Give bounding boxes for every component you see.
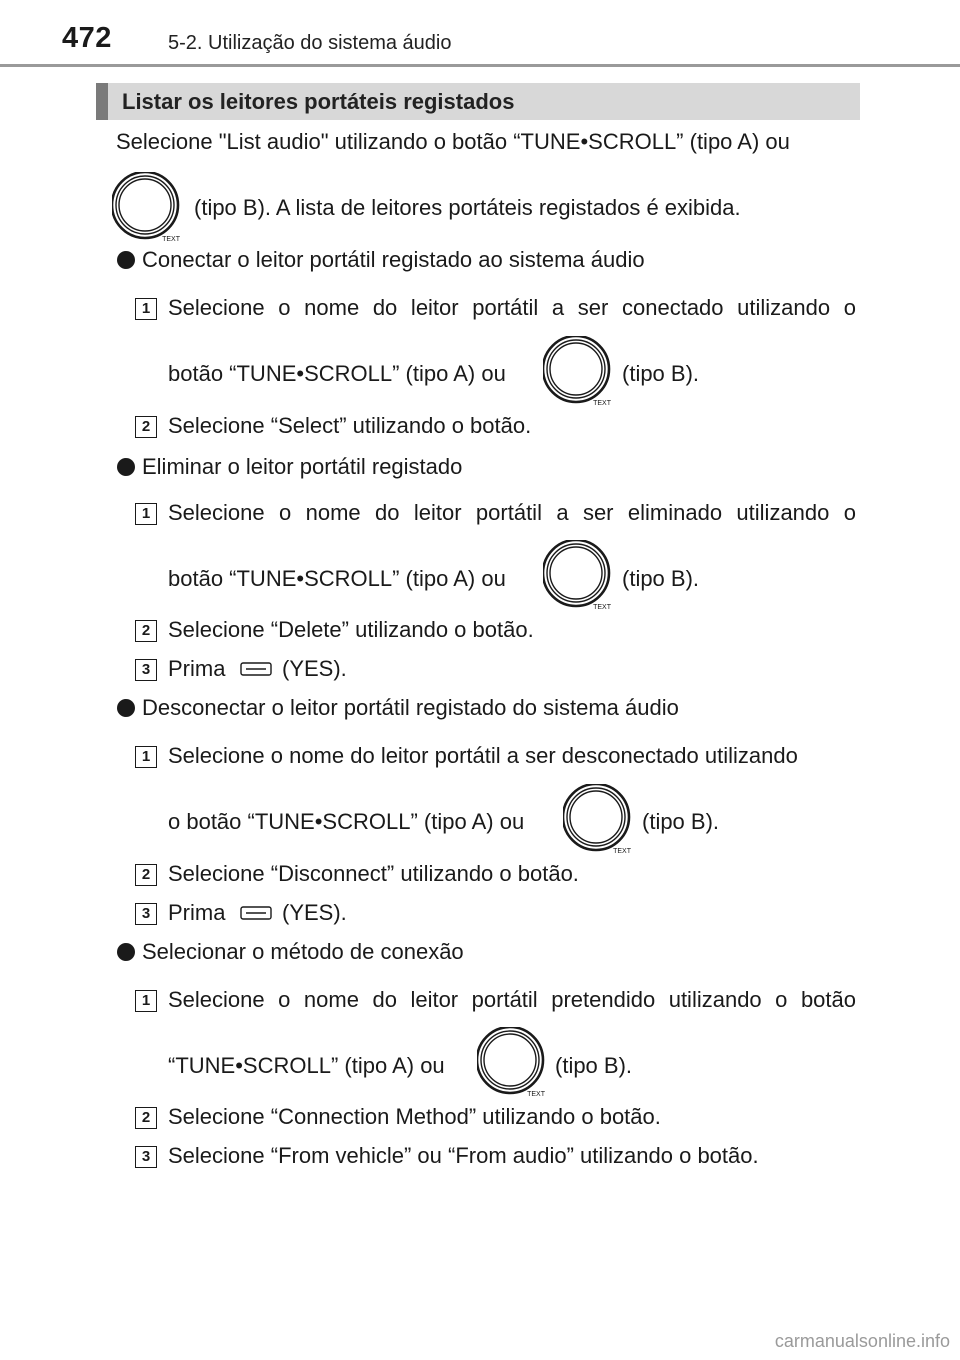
step-text: “TUNE•SCROLL” (tipo A) ou — [168, 1053, 445, 1078]
step-number: 3 — [135, 659, 157, 681]
tune-knob-icon — [477, 1027, 547, 1097]
watermark: carmanualsonline.info — [774, 1331, 950, 1351]
group-heading-connect: Conectar o leitor portátil registado ao sistema áudio — [142, 247, 645, 272]
step-number: 1 — [135, 990, 157, 1012]
step-number: 2 — [135, 1107, 157, 1129]
step-text: Selecione o nome do leitor portátil a ser eliminado utilizando o — [168, 500, 856, 525]
step-text: (tipo B). — [555, 1053, 633, 1078]
tune-knob-icon — [543, 540, 613, 610]
step-text: botão “TUNE•SCROLL” (tipo A) ou — [168, 361, 506, 386]
step-text: Prima — [168, 900, 226, 925]
step-text: Selecione o nome do leitor portátil pretendido utilizando o botão — [168, 987, 856, 1012]
bullet-icon — [117, 251, 135, 269]
step-number: 3 — [135, 1146, 157, 1168]
step-text: Prima — [168, 656, 226, 681]
section-title-bar — [96, 83, 860, 120]
page-header — [0, 0, 960, 70]
step-number: 2 — [135, 416, 157, 438]
step-number: 2 — [135, 864, 157, 886]
knob-label: TEXT — [593, 400, 611, 406]
step-number: 2 — [135, 620, 157, 642]
step-number: 1 — [135, 503, 157, 525]
step-text: Selecione “From vehicle” ou “From audio” utilizando o botão. — [168, 1143, 759, 1168]
step-text: (YES). — [282, 656, 347, 681]
tune-knob-icon — [563, 784, 633, 854]
intro-line-2: (tipo B). A lista de leitores portáteis registados é exibida. — [194, 195, 741, 220]
step-text: (YES). — [282, 900, 347, 925]
step-text: botão “TUNE•SCROLL” (tipo A) ou — [168, 566, 506, 591]
page-number: 472 — [62, 22, 112, 54]
step-number: 1 — [135, 298, 157, 320]
step-text: Selecione “Delete” utilizando o botão. — [168, 617, 534, 642]
section-title: Listar os leitores portáteis registados — [122, 89, 515, 114]
chapter-title: 5-2. Utilização do sistema áudio — [168, 32, 452, 54]
knob-label: TEXT — [527, 1091, 545, 1097]
step-number: 1 — [135, 746, 157, 768]
step-text: Selecione o nome do leitor portátil a ser desconectado utilizando — [168, 743, 798, 768]
header-divider — [0, 64, 960, 67]
tune-knob-icon — [112, 172, 182, 242]
step-number: 3 — [135, 903, 157, 925]
step-text: Selecione “Select” utilizando o botão. — [168, 413, 532, 438]
group-heading-delete: Eliminar o leitor portátil registado — [142, 454, 463, 479]
group-heading-connection-method: Selecionar o método de conexão — [142, 939, 464, 964]
step-text: (tipo B). — [622, 361, 700, 386]
step-text: (tipo B). — [622, 566, 700, 591]
tune-knob-icon — [543, 336, 613, 406]
bullet-icon — [117, 458, 135, 476]
group-heading-disconnect: Desconectar o leitor portátil registado do sistema áudio — [142, 695, 679, 720]
step-text: Selecione o nome do leitor portátil a ser conectado utilizando o — [168, 295, 856, 320]
bullet-icon — [117, 943, 135, 961]
button-icon — [240, 906, 272, 920]
step-text: (tipo B). — [642, 809, 720, 834]
knob-label: TEXT — [593, 604, 611, 610]
intro-line-1: Selecione "List audio" utilizando o botão “TUNE•SCROLL” (tipo A) ou — [116, 129, 790, 154]
step-text: o botão “TUNE•SCROLL” (tipo A) ou — [168, 809, 525, 834]
step-text: Selecione “Disconnect” utilizando o botão. — [168, 861, 579, 886]
knob-label: TEXT — [613, 848, 631, 854]
button-icon — [240, 662, 272, 676]
bullet-icon — [117, 699, 135, 717]
step-text: Selecione “Connection Method” utilizando o botão. — [168, 1104, 661, 1129]
knob-label: TEXT — [162, 236, 180, 242]
